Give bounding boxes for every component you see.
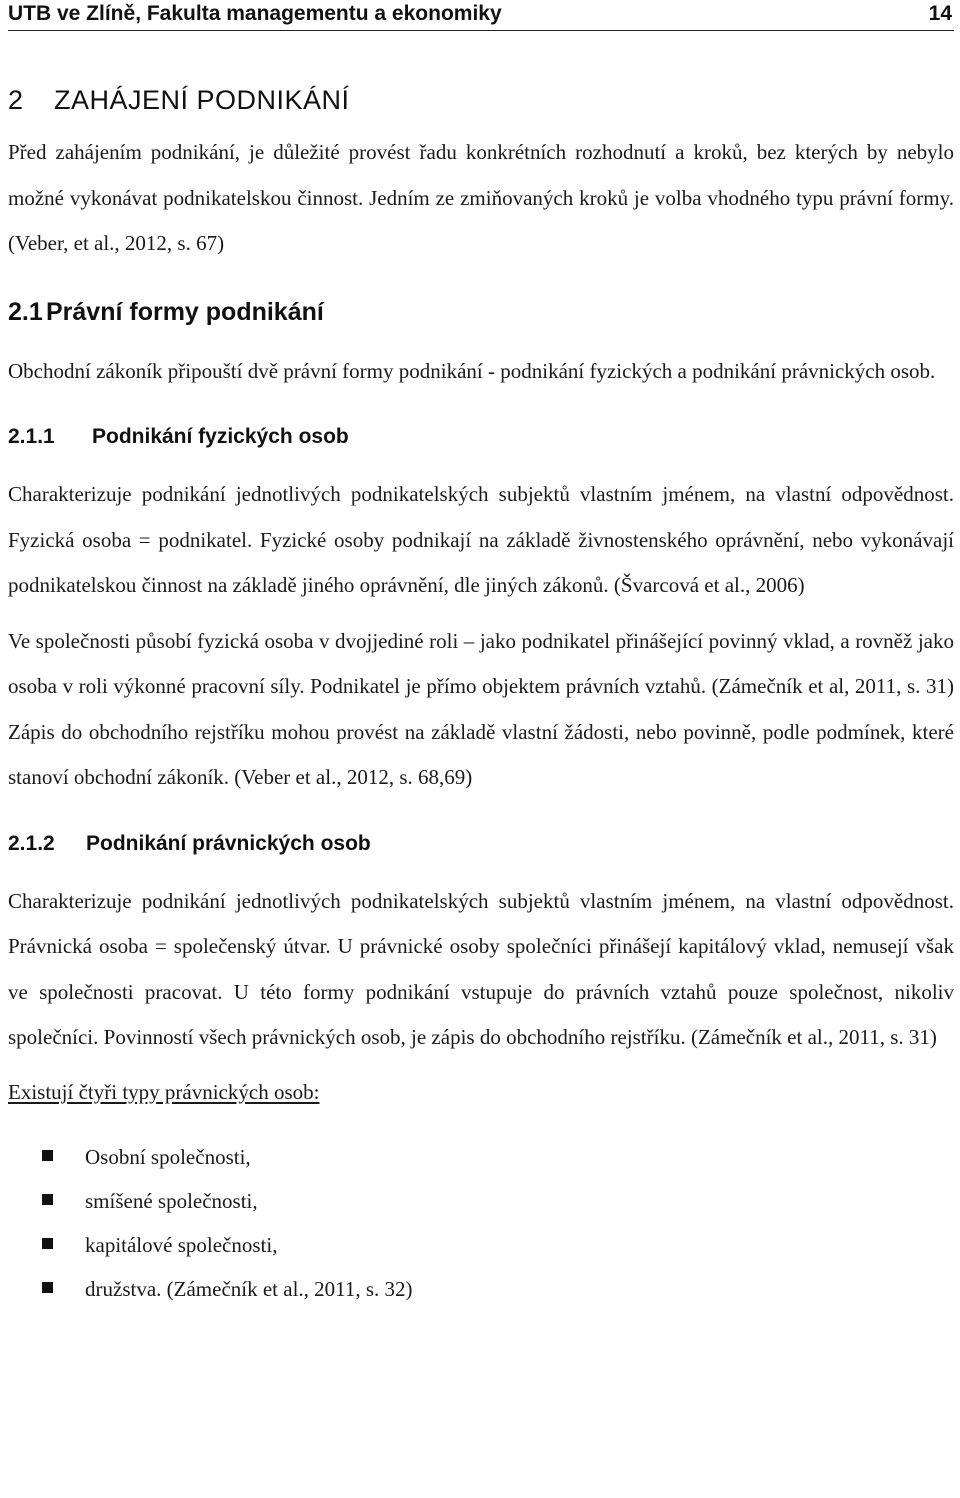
subsection-number: 2.1.2 [8, 831, 55, 855]
legal-entity-types-heading: Existují čtyři typy právnických osob: [8, 1079, 320, 1104]
subsection-number: 2.1.1 [8, 425, 55, 448]
section-title: Právní formy podnikání [46, 297, 324, 326]
list-item: smíšené společnosti, [8, 1179, 954, 1223]
chapter-number: 2 [8, 85, 24, 115]
square-bullet-icon [42, 1150, 53, 1161]
list-item: kapitálové společnosti, [8, 1223, 954, 1267]
subsection-title: Podnikání fyzických osob [92, 425, 349, 448]
square-bullet-icon [42, 1282, 53, 1293]
chapter-title: ZAHÁJENÍ PODNIKÁNÍ [54, 85, 350, 115]
section-heading-2-1 [8, 295, 954, 329]
subsection-title: Podnikání právnických osob [86, 831, 371, 855]
legal-entity-types-list [8, 1135, 954, 1311]
header-title: UTB ve Zlíně, Fakulta managementu a ekonomiky [8, 2, 502, 25]
section-2-1-paragraph: Obchodní zákoník připouští dvě právní formy podnikání - podnikání fyzických a podnikání právnických osob. [8, 358, 936, 383]
list-item: Osobní společnosti, [8, 1135, 954, 1179]
chapter-heading [8, 83, 954, 117]
section-number: 2.1 [8, 297, 43, 326]
list-item: družstva. (Zámečník et al., 2011, s. 32) [8, 1267, 954, 1311]
page-number: 14 [928, 2, 952, 25]
document-page [8, 0, 954, 1311]
section-2-1-2-paragraph-1: Charakterizuje podnikání jednotlivých podnikatelských subjektů vlastním jménem, na vlastní odpovědnost. Právnická osoba = společenský útvar. U právnické osoby společníci přinášejí kapitálový vklad, nemusejí však ve společnosti pracovat. U této formy podnikání vstupuje do právních vztahů pouze společnost, nikoliv společníci. Povinností všech právnických osob, je zápis do obchodního rejstříku. (Zámečník et al., 2011, s. 31) [8, 888, 954, 1049]
section-2-1-1-paragraph-1: Charakterizuje podnikání jednotlivých podnikatelských subjektů vlastním jménem, na vlastní odpovědnost. Fyzická osoba = podnikatel. Fyzické osoby podnikají na základě živnostenského oprávnění, nebo vykonávají podnikatelskou činnost na základě jiného oprávnění, dle jiných zákonů. (Švarcová et al., 2006) [8, 482, 954, 597]
chapter-intro-paragraph: Před zahájením podnikání, je důležité provést řadu konkrétních rozhodnutí a kroků, bez kterých by nebylo možné vykonávat podnikatelskou činnost. Jedním ze zmiňovaných kroků je volba vhodného typu právní formy. (Veber, et al., 2012, s. 67) [8, 140, 954, 255]
square-bullet-icon [42, 1194, 53, 1205]
square-bullet-icon [42, 1238, 53, 1249]
subsection-heading-2-1-1 [8, 420, 954, 454]
subsection-heading-2-1-2 [8, 827, 954, 861]
section-2-1-1-paragraph-2: Ve společnosti působí fyzická osoba v dvojjediné roli – jako podnikatel přinášející povinný vklad, a rovněž jako osoba v roli výkonné pracovní síly. Podnikatel je přímo objektem právních vztahů. (Zámečník et al, 2011, s. 31) Zápis do obchodního rejstříku mohou provést na základě vlastní žádosti, nebo povinně, podle podmínek, které stanoví obchodní zákoník. (Veber et al., 2012, s. 68,69) [8, 628, 954, 789]
running-header [8, 0, 954, 31]
